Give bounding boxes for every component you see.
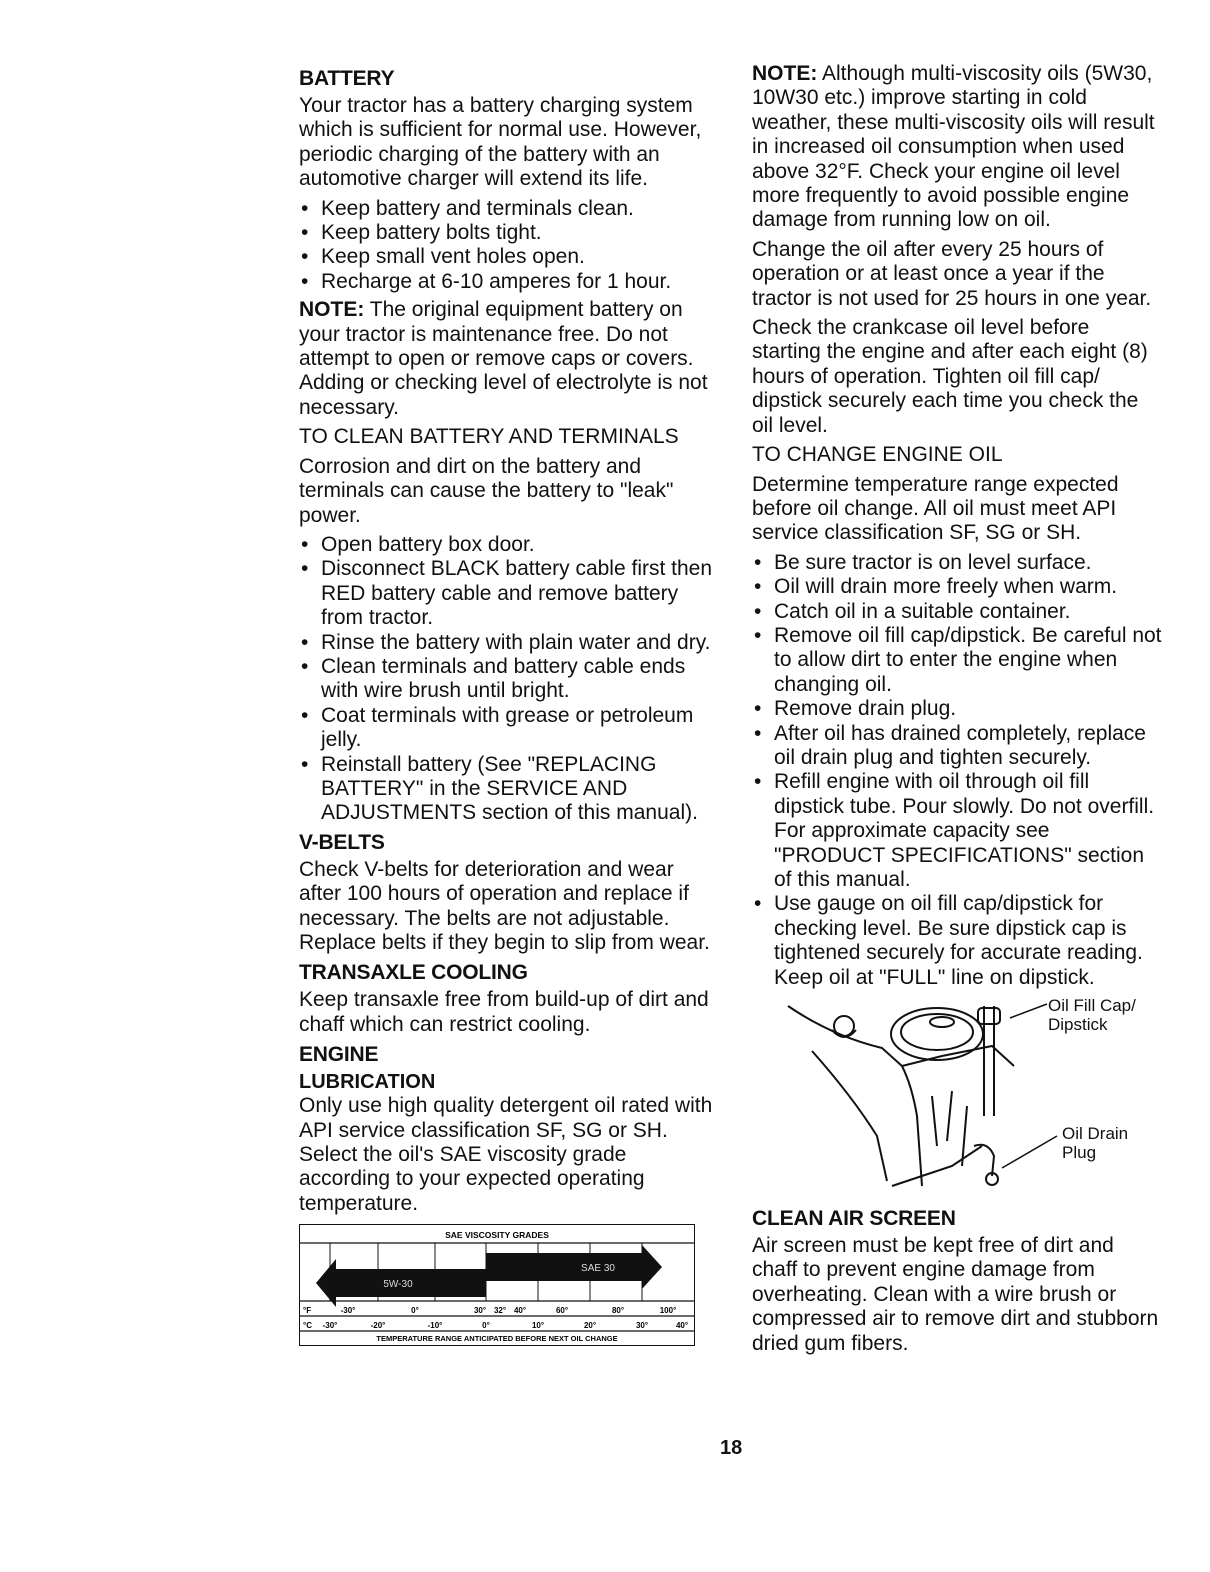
- tick-label: 30°: [473, 1306, 487, 1316]
- valve-cover-inner: [901, 1014, 973, 1050]
- tick-label: 30°: [635, 1321, 649, 1331]
- sae30-range-arrow: [486, 1245, 662, 1289]
- note-text: Although multi-viscosity oils (5W30, 10W30 etc.) improve starting in cold weather, these multi-viscosity oils will result in increased oil consumption when used above 32°F. Check your engine oil level more frequently to avoid possible engine damage from running low on oil.: [752, 62, 1155, 232]
- change-engine-oil-intro: Determine temperature range expected before oil change. All oil must meet API service classification SF, SG or SH.: [752, 472, 1119, 545]
- oil-fill-cap: [978, 1008, 1000, 1024]
- change-oil-interval: Change the oil after every 25 hours of operation or at least once a year if the tractor is not used for 25 hours in one year.: [752, 237, 1152, 310]
- sae-viscosity-chart: [299, 1224, 695, 1346]
- list-item: • Keep battery bolts tight.: [299, 221, 717, 245]
- transaxle-heading: TRANSAXLE COOLING: [299, 961, 528, 985]
- battery-bullet-list: [299, 197, 717, 295]
- note-text: The original equipment battery on your tractor is maintenance free. Do not attempt to open or remove caps or covers. Adding or checking level of electrolyte is not necessary.: [299, 298, 708, 419]
- clean-air-screen-heading: CLEAN AIR SCREEN: [752, 1207, 956, 1231]
- tick-label: 100°: [659, 1306, 677, 1316]
- sae-chart-title: SAE VISCOSITY GRADES: [445, 1230, 549, 1241]
- list-item: • Catch oil in a suitable container.: [752, 600, 1162, 624]
- valve-cover: [891, 1008, 983, 1060]
- list-item: • Reinstall battery (See "REPLACING BATTERY" in the SERVICE AND ADJUSTMENTS section of this manual).: [299, 753, 717, 826]
- transaxle-text: Keep transaxle free from build-up of dirt and chaff which can restrict cooling.: [299, 988, 709, 1036]
- clean-battery-intro: Corrosion and dirt on the battery and terminals can cause the battery to "leak" power.: [299, 454, 674, 527]
- celsius-unit: °C: [303, 1321, 312, 1331]
- note-label: NOTE:: [299, 298, 365, 322]
- tick-label: 10°: [531, 1321, 545, 1331]
- tick-label: 40°: [513, 1306, 527, 1316]
- list-item: • Be sure tractor is on level surface.: [752, 551, 1162, 575]
- engine-detail-line: [932, 1091, 967, 1166]
- battery-note: [299, 298, 717, 420]
- battery-intro: Your tractor has a battery charging system which is sufficient for normal use. However, periodic charging of the battery with an automotive charger will extend its life.: [299, 94, 702, 191]
- sae-chart-graphic: [300, 1225, 694, 1345]
- fill-cap-knob: [834, 1016, 854, 1036]
- list-item: • After oil has drained completely, replace oil drain plug and tighten securely.: [752, 722, 1162, 771]
- sae-chart-footer: TEMPERATURE RANGE ANTICIPATED BEFORE NEXT OIL CHANGE: [376, 1334, 618, 1344]
- list-item: • Coat terminals with grease or petroleum jelly.: [299, 704, 717, 753]
- engine-detail-line: [892, 1146, 982, 1186]
- oil-note: [752, 62, 1162, 233]
- list-item: • Keep small vent holes open.: [299, 245, 717, 269]
- engine-outline: [902, 1046, 1014, 1066]
- list-item: • Remove oil fill cap/dipstick. Be careful not to allow dirt to enter the engine when changing oil.: [752, 624, 1162, 697]
- vbelts-heading: V-BELTS: [299, 830, 385, 854]
- tick-label: -30°: [340, 1306, 356, 1316]
- lubrication-heading: LUBRICATION: [299, 1071, 436, 1094]
- list-item: • Use gauge on oil fill cap/dipstick for checking level. Be sure dipstick cap is tightened securely for accurate reading. Keep oil at "FULL" line on dipstick.: [752, 892, 1162, 990]
- cover-port: [930, 1017, 954, 1027]
- list-item: • Refill engine with oil through oil fill dipstick tube. Pour slowly. Do not overfill. For approximate capacity see "PRODUCT SPECIFICATIONS" section of this manual.: [752, 770, 1162, 892]
- right-column: [752, 62, 1162, 1361]
- clean-battery-heading: TO CLEAN BATTERY AND TERMINALS: [299, 425, 679, 449]
- tick-label: 20°: [583, 1321, 597, 1331]
- 5w30-label: 5W-30: [383, 1279, 413, 1291]
- list-item: • Open battery box door.: [299, 533, 717, 557]
- battery-heading: BATTERY: [299, 67, 395, 90]
- tick-label: 80°: [611, 1306, 625, 1316]
- list-item: • Oil will drain more freely when warm.: [752, 575, 1162, 599]
- oil-fill-cap-label: Oil Fill Cap/ Dipstick: [1048, 996, 1136, 1035]
- clean-battery-bullet-list: [299, 533, 717, 826]
- tick-label: -30°: [322, 1321, 338, 1331]
- change-oil-bullet-list: [752, 551, 1162, 990]
- list-item: • Recharge at 6-10 amperes for 1 hour.: [299, 270, 717, 294]
- tick-label: -20°: [370, 1321, 386, 1331]
- vbelts-text: Check V-belts for deterioration and wear after 100 hours of operation and replace if necessary. The belts are not adjustable. Replace belts if they begin to slip from wear.: [299, 857, 710, 954]
- tick-label: 0°: [482, 1321, 490, 1331]
- page-number: 18: [720, 1437, 743, 1459]
- tick-label: 40°: [675, 1321, 689, 1331]
- oil-drain-plug-label: Oil Drain Plug: [1062, 1124, 1129, 1163]
- tick-label: -10°: [427, 1321, 443, 1331]
- fahrenheit-unit: °F: [303, 1306, 312, 1316]
- engine-oil-figure: [752, 996, 1162, 1196]
- engine-outline: [812, 1051, 887, 1181]
- check-oil-level: Check the crankcase oil level before starting the engine and after each eight (8) hours of operation. Tighten oil fill cap/ dipstick securely each time you check the oil level.: [752, 316, 1148, 437]
- list-item: • Keep battery and terminals clean.: [299, 197, 717, 221]
- clean-air-screen-text: Air screen must be kept free of dirt and chaff to prevent engine damage from overheating. Clean with a wire brush or compressed air to remove dirt and stubborn dried gum fibers.: [752, 1234, 1159, 1355]
- fill-cap-leader: [1010, 1004, 1047, 1018]
- change-engine-oil-heading: TO CHANGE ENGINE OIL: [752, 443, 1003, 467]
- engine-heading: ENGINE: [299, 1043, 379, 1067]
- list-item: • Disconnect BLACK battery cable first then RED battery cable and remove battery from tractor.: [299, 557, 717, 630]
- list-item: • Rinse the battery with plain water and dry.: [299, 631, 717, 655]
- list-item: • Clean terminals and battery cable ends with wire brush until bright.: [299, 655, 717, 704]
- list-item: • Remove drain plug.: [752, 697, 1162, 721]
- drain-plug-leader: [1002, 1136, 1057, 1168]
- lubrication-text: Only use high quality detergent oil rated with API service classification SF, SG or SH. Select the oil's SAE viscosity grade according to your expected operating temperature.: [299, 1094, 713, 1215]
- tick-label: 60°: [555, 1306, 569, 1316]
- note-label: NOTE:: [752, 62, 818, 85]
- tick-label: 32°: [493, 1306, 507, 1316]
- tick-label: 0°: [411, 1306, 419, 1316]
- left-column: [299, 62, 717, 1346]
- sae30-label: SAE 30: [581, 1263, 615, 1275]
